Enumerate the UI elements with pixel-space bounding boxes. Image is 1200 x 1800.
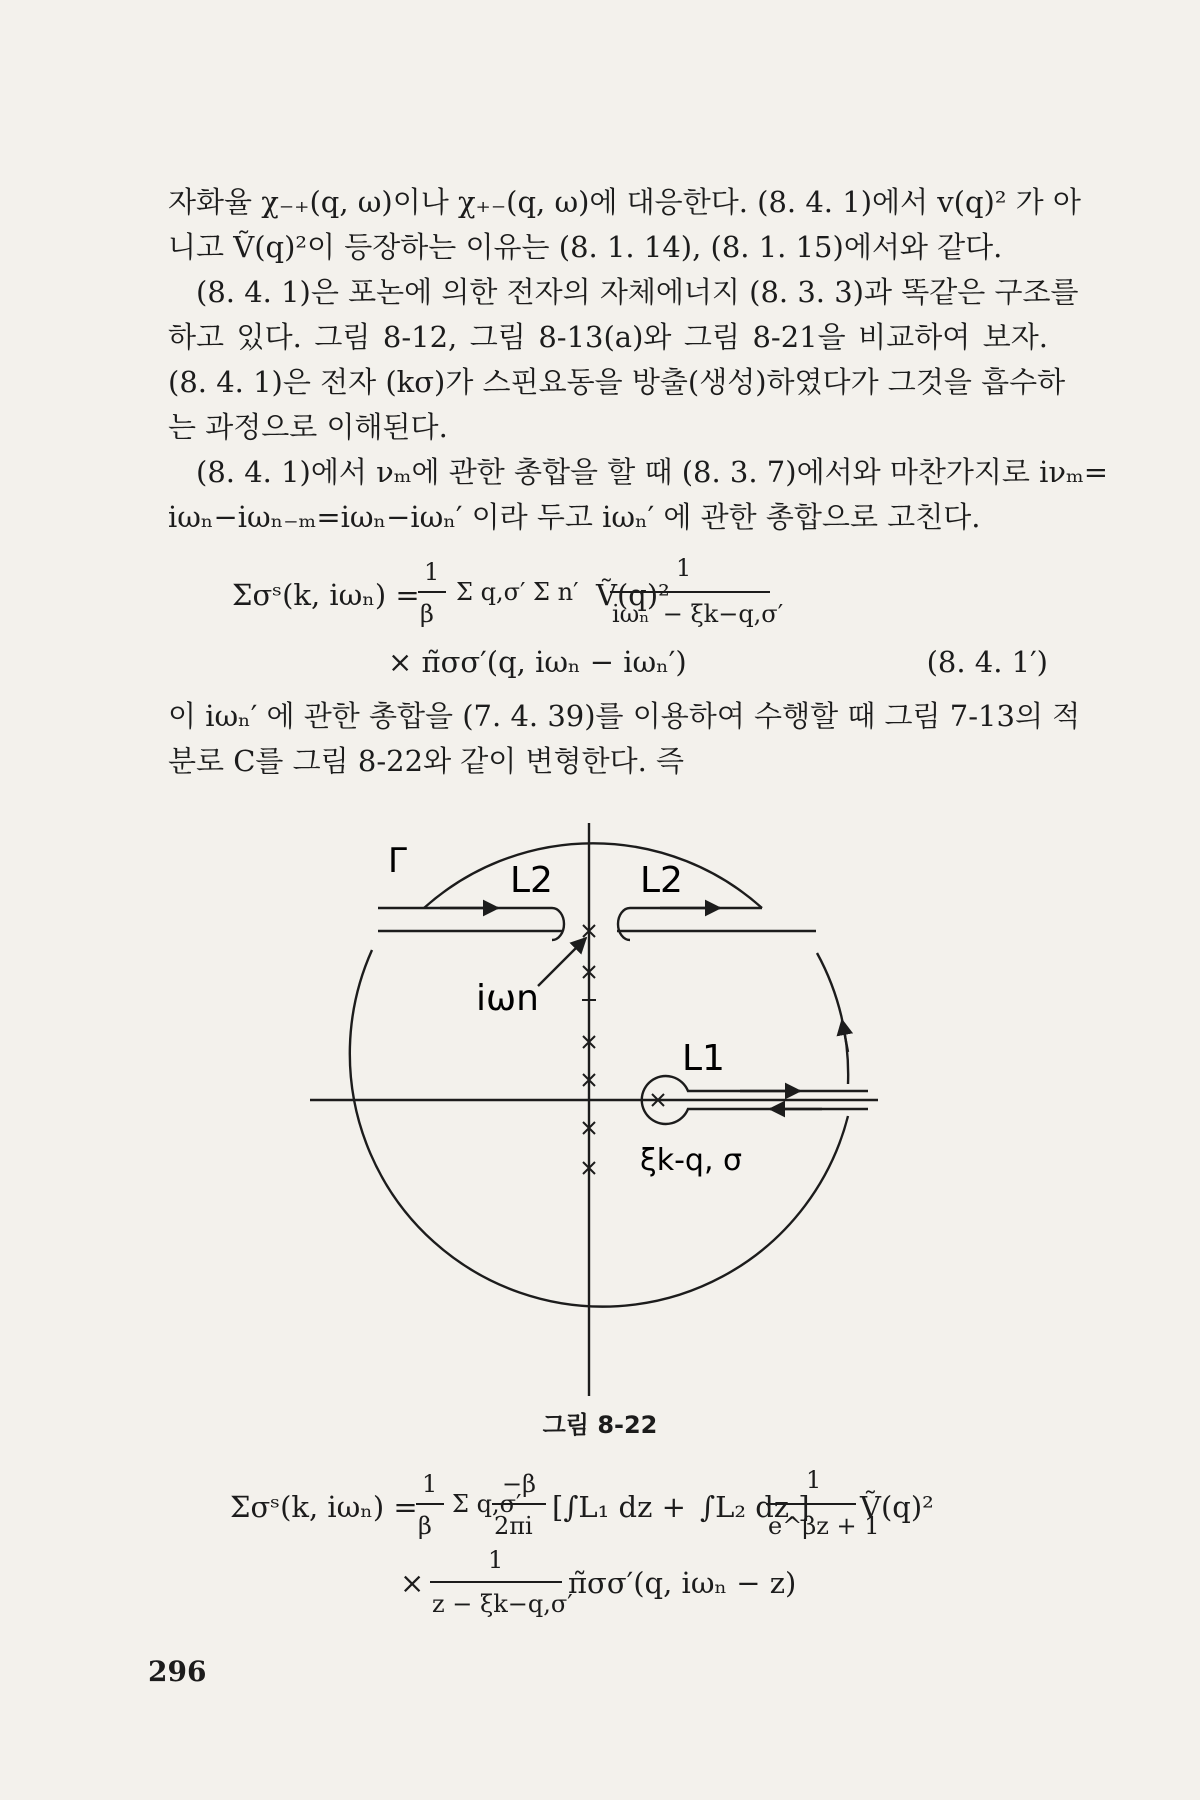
text-line-5: (8. 4. 1)은 전자 (kσ)가 스핀요동을 방출(생성)하였다가 그것을 흡수하 bbox=[168, 365, 1066, 399]
eq2-integral-l1: [∫L₁ dz + bbox=[552, 1490, 686, 1524]
text-line-1: 자화율 χ₋₊(q, ω)이나 χ₊₋(q, ω)에 대응한다. (8. 4. 1)에서 v(q)² 가 아 bbox=[168, 185, 1081, 219]
eq2-frac2-den: 2πi bbox=[494, 1512, 533, 1540]
eq2-frac3-num: 1 bbox=[806, 1466, 822, 1494]
eq2-line2-suffix: π̃σσ′(q, iωₙ − z) bbox=[568, 1566, 797, 1600]
eq1-frac-den: β bbox=[420, 600, 434, 628]
eq1-frac-num: 1 bbox=[424, 558, 440, 586]
text-line-7: (8. 4. 1)에서 νₘ에 관한 총합을 할 때 (8. 3. 7)에서와 마찬가지로 iνₘ= bbox=[196, 455, 1109, 489]
eq2-frac2-num: −β bbox=[502, 1470, 536, 1498]
eq1-number: (8. 4. 1′) bbox=[926, 645, 1048, 679]
iwn-label: iωn bbox=[476, 978, 539, 1019]
eq2-line2-prefix: × bbox=[400, 1566, 425, 1600]
eq2-frac3-den: e^βz + 1 bbox=[768, 1512, 880, 1540]
eq2-frac-num: 1 bbox=[422, 1470, 438, 1498]
text-line-2: 니고 Ṽ(q)²이 등장하는 이유는 (8. 1. 14), (8. 1. 15)에서와 같다. bbox=[168, 230, 1003, 264]
eq2-sum: Σ q,σ′ bbox=[452, 1490, 522, 1518]
eq2-v-term: Ṽ(q)² bbox=[860, 1490, 934, 1524]
xi-label: ξk-q, σ bbox=[640, 1143, 743, 1178]
eq2-frac4-num: 1 bbox=[488, 1546, 504, 1574]
l1-label: L1 bbox=[682, 1038, 725, 1079]
text-line-9: 이 iωₙ′ 에 관한 총합을 (7. 4. 39)를 이용하여 수행할 때 그림 7-13의 적 bbox=[168, 699, 1081, 733]
text-line-8: iωₙ−iωₙ₋ₘ=iωₙ−iωₙ′ 이라 두고 iωₙ′ 에 관한 총합으로 고친다. bbox=[168, 500, 981, 534]
eq2-frac4-den: z − ξk−q,σ′ bbox=[432, 1590, 573, 1618]
eq1-lhs: Σσˢ(k, iωₙ) = bbox=[232, 578, 420, 612]
eq1-frac2-num: 1 bbox=[676, 554, 692, 582]
l2-right-label: L2 bbox=[640, 860, 683, 901]
eq1-line2: × π̃σσ′(q, iωₙ − iωₙ′) bbox=[388, 645, 687, 679]
figure-caption: 그림 8-22 bbox=[542, 1411, 658, 1439]
gamma-label: Γ bbox=[388, 841, 407, 881]
text-line-3: (8. 4. 1)은 포논에 의한 전자의 자체에너지 (8. 3. 3)과 똑같은 구조를 bbox=[196, 275, 1079, 309]
text-line-6: 는 과정으로 이해된다. bbox=[168, 410, 448, 444]
eq2-integral-l2: ∫L₂ dz ] bbox=[700, 1490, 810, 1524]
l2-left-label: L2 bbox=[510, 860, 553, 901]
eq1-v-term: Ṽ(q)² bbox=[596, 578, 670, 612]
text-line-4: 하고 있다. 그림 8-12, 그림 8-13(a)와 그림 8-21을 비교하여 보자. bbox=[168, 320, 1048, 354]
eq1-frac2-den: iωₙ′ − ξk−q,σ′ bbox=[612, 600, 784, 628]
text-line-10: 분로 C를 그림 8-22와 같이 변형한다. 즉 bbox=[168, 744, 685, 778]
page-number: 296 bbox=[148, 1655, 207, 1688]
eq2-lhs: Σσˢ(k, iωₙ) = bbox=[230, 1490, 418, 1524]
eq2-frac-den: β bbox=[418, 1512, 432, 1540]
eq1-sums: Σ q,σ′ Σ n′ bbox=[456, 578, 579, 606]
